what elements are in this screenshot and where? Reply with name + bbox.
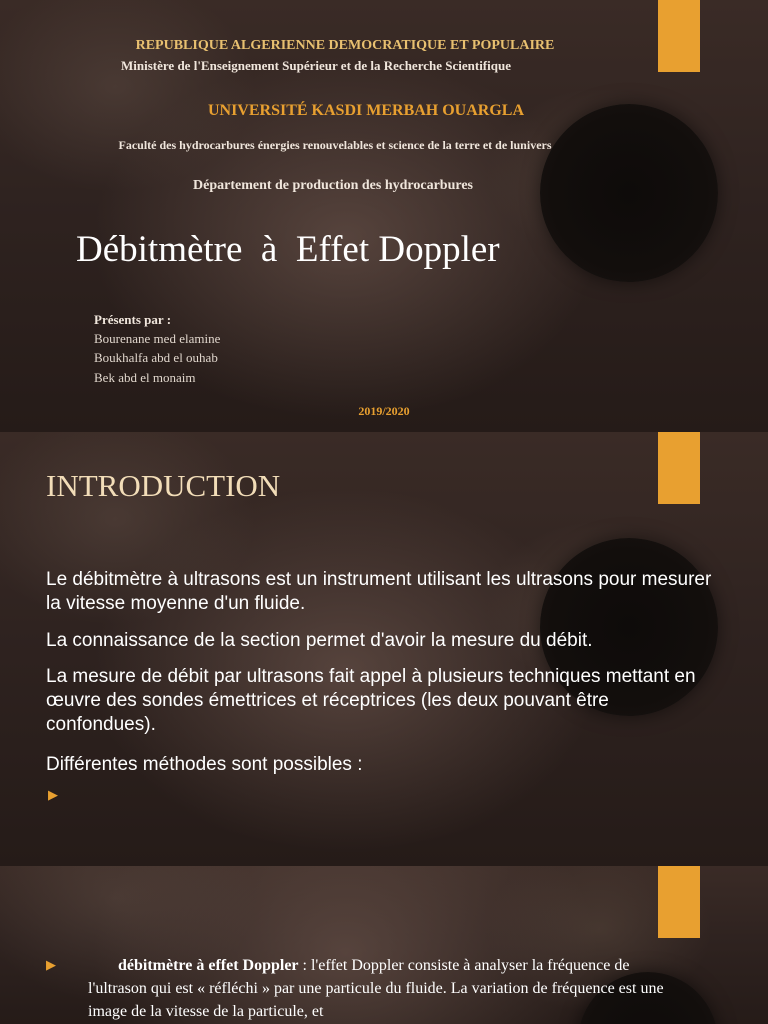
author-name: Boukhalfa abd el ouhab	[94, 350, 218, 365]
author-name: Bourenane med elamine	[94, 331, 221, 346]
academic-year: 2019/2020	[358, 404, 410, 418]
republic-heading: REPUBLIQUE ALGERIENNE DEMOCRATIQUE ET POPULAIRE	[135, 38, 555, 53]
intro-paragraph: Le débitmètre à ultrasons est un instrument utilisant les ultrasons pour mesurer la vitesse moyenne d'un fluide.	[46, 569, 712, 614]
doppler-slide	[0, 866, 768, 1024]
orange-accent-rect	[658, 866, 700, 938]
orange-accent-rect	[658, 0, 700, 72]
intro-paragraph: La mesure de débit par ultrasons fait appel à plusieurs techniques mettant en œuvre des sondes émettrices et réceptrices (les deux pouvant être confondues).	[46, 666, 696, 735]
doppler-paragraph	[88, 954, 688, 1023]
triangle-bullet-icon: ▶	[46, 957, 56, 972]
orange-accent-rect	[658, 432, 700, 504]
presented-by-label: Présents par :	[94, 312, 172, 327]
triangle-bullet-icon: ▶	[48, 787, 58, 802]
slide-title: INTRODUCTION	[46, 468, 281, 503]
intro-paragraph: Différentes méthodes sont possibles :	[46, 754, 363, 775]
faculty-heading: Faculté des hydrocarbures énergies renouvelables et science de la terre et de lunivers	[118, 138, 552, 152]
doppler-description: : l'effet Doppler consiste à analyser la fréquence de l'ultrason qui est « réfléchi » par une particule du fluide. La variation de fréquence est une image de la vitesse de la particule, et	[88, 957, 664, 1020]
intro-paragraph: La connaissance de la section permet d'avoir la mesure du débit.	[46, 630, 593, 651]
department-heading: Département de production des hydrocarbures	[193, 178, 473, 193]
title-slide	[0, 0, 768, 432]
presentation-title: Débitmètre à Effet Doppler	[76, 229, 500, 270]
doppler-term: débitmètre à effet Doppler	[118, 957, 299, 974]
author-name: Bek abd el monaim	[94, 370, 196, 385]
ministry-heading: Ministère de l'Enseignement Supérieur et de la Recherche Scientifique	[121, 58, 511, 73]
university-heading: UNIVERSITÉ KASDI MERBAH OUARGLA	[207, 102, 525, 119]
introduction-slide	[0, 432, 768, 866]
